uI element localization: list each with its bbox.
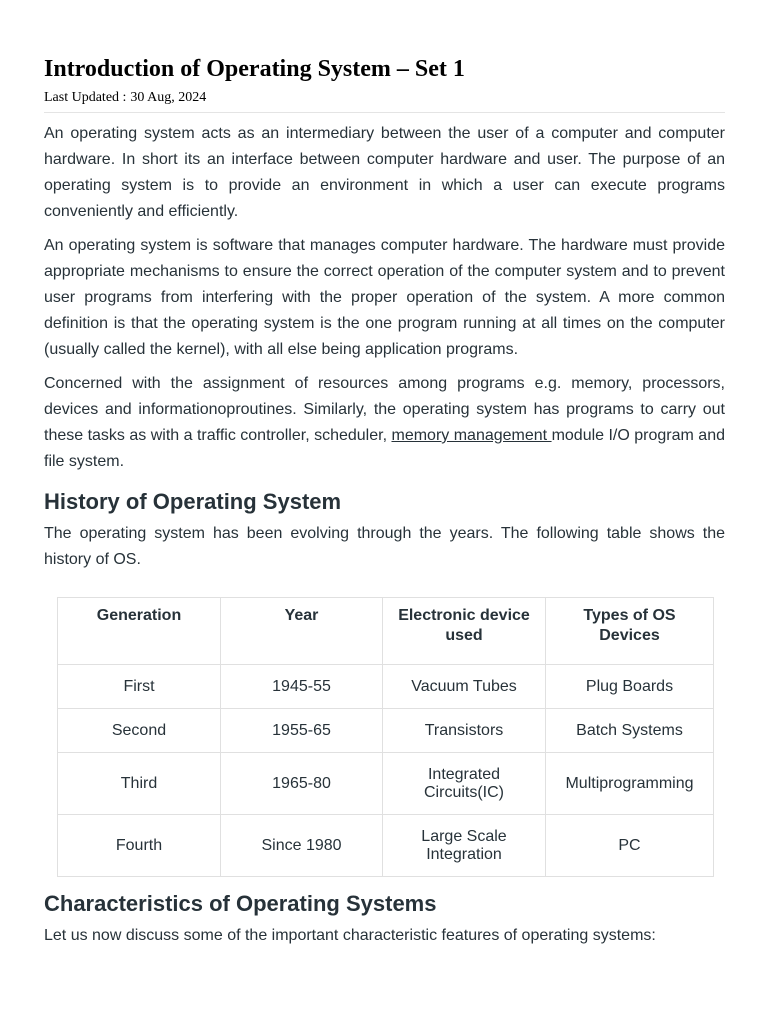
history-table [57, 597, 714, 877]
characteristics-intro: Let us now discuss some of the important characteristic features of operating systems: [44, 927, 656, 944]
history-intro: The operating system has been evolving through the years. The following table shows the history of OS. [44, 525, 725, 568]
table-cell: Third [58, 753, 221, 815]
table-cell: Multiprogramming [546, 753, 714, 815]
table-header-os-type: Types of OS Devices [546, 598, 714, 665]
memory-management-link[interactable]: memory management [391, 427, 552, 444]
table-row [58, 709, 714, 753]
paragraph-resources-text-2: module I/O program and file system. [44, 427, 726, 470]
paragraph-resources-text-1: Concerned with the assignment of resources among programs e.g. memory, processors, devices and informationoproutines. Similarly, the operating system has programs to carry out these tasks as with a traffic controller, scheduler, [44, 375, 725, 444]
table-cell: Batch Systems [546, 709, 714, 753]
table-cell: Integrated Circuits(IC) [383, 753, 546, 815]
last-updated-date: 30 Aug, 2024 [130, 90, 207, 105]
table-cell: Transistors [383, 709, 546, 753]
table-cell: Fourth [58, 815, 221, 877]
page-title: Introduction of Operating System – Set 1 [44, 56, 465, 82]
table-row [58, 815, 714, 877]
paragraph-intro: An operating system acts as an intermediary between the user of a computer and computer hardware. In short its an interface between computer hardware and user. The purpose of an operating system is to provide an environment in which a user can execute programs conveniently and efficiently. [44, 125, 725, 220]
table-cell: Since 1980 [221, 815, 383, 877]
history-heading: History of Operating System [44, 489, 342, 514]
table-cell: Large Scale Integration [383, 815, 546, 877]
table-cell: 1965-80 [221, 753, 383, 815]
table-header-year: Year [221, 598, 383, 665]
table-cell: First [58, 665, 221, 709]
paragraph-resources [44, 371, 725, 475]
table-header-device: Electronic device used [383, 598, 546, 665]
last-updated [44, 88, 725, 113]
table-row [58, 753, 714, 815]
table-header-row [58, 598, 714, 665]
table-cell: Plug Boards [546, 665, 714, 709]
article [44, 52, 725, 949]
table-cell: Second [58, 709, 221, 753]
history-table-wrapper [57, 597, 713, 877]
table-row [58, 665, 714, 709]
table-header-generation: Generation [58, 598, 221, 665]
paragraph-definition: An operating system is software that manages computer hardware. The hardware must provide appropriate mechanisms to ensure the correct operation of the computer system and to prevent user programs from interfering with the proper operation of the system. A more common definition is that the operating system is the one program running at all times on the computer (usually called the kernel), with all else being application programs. [44, 237, 725, 358]
last-updated-label: Last Updated : [44, 90, 127, 105]
characteristics-heading: Characteristics of Operating Systems [44, 891, 437, 916]
table-cell: PC [546, 815, 714, 877]
table-cell: 1955-65 [221, 709, 383, 753]
table-cell: Vacuum Tubes [383, 665, 546, 709]
table-cell: 1945-55 [221, 665, 383, 709]
